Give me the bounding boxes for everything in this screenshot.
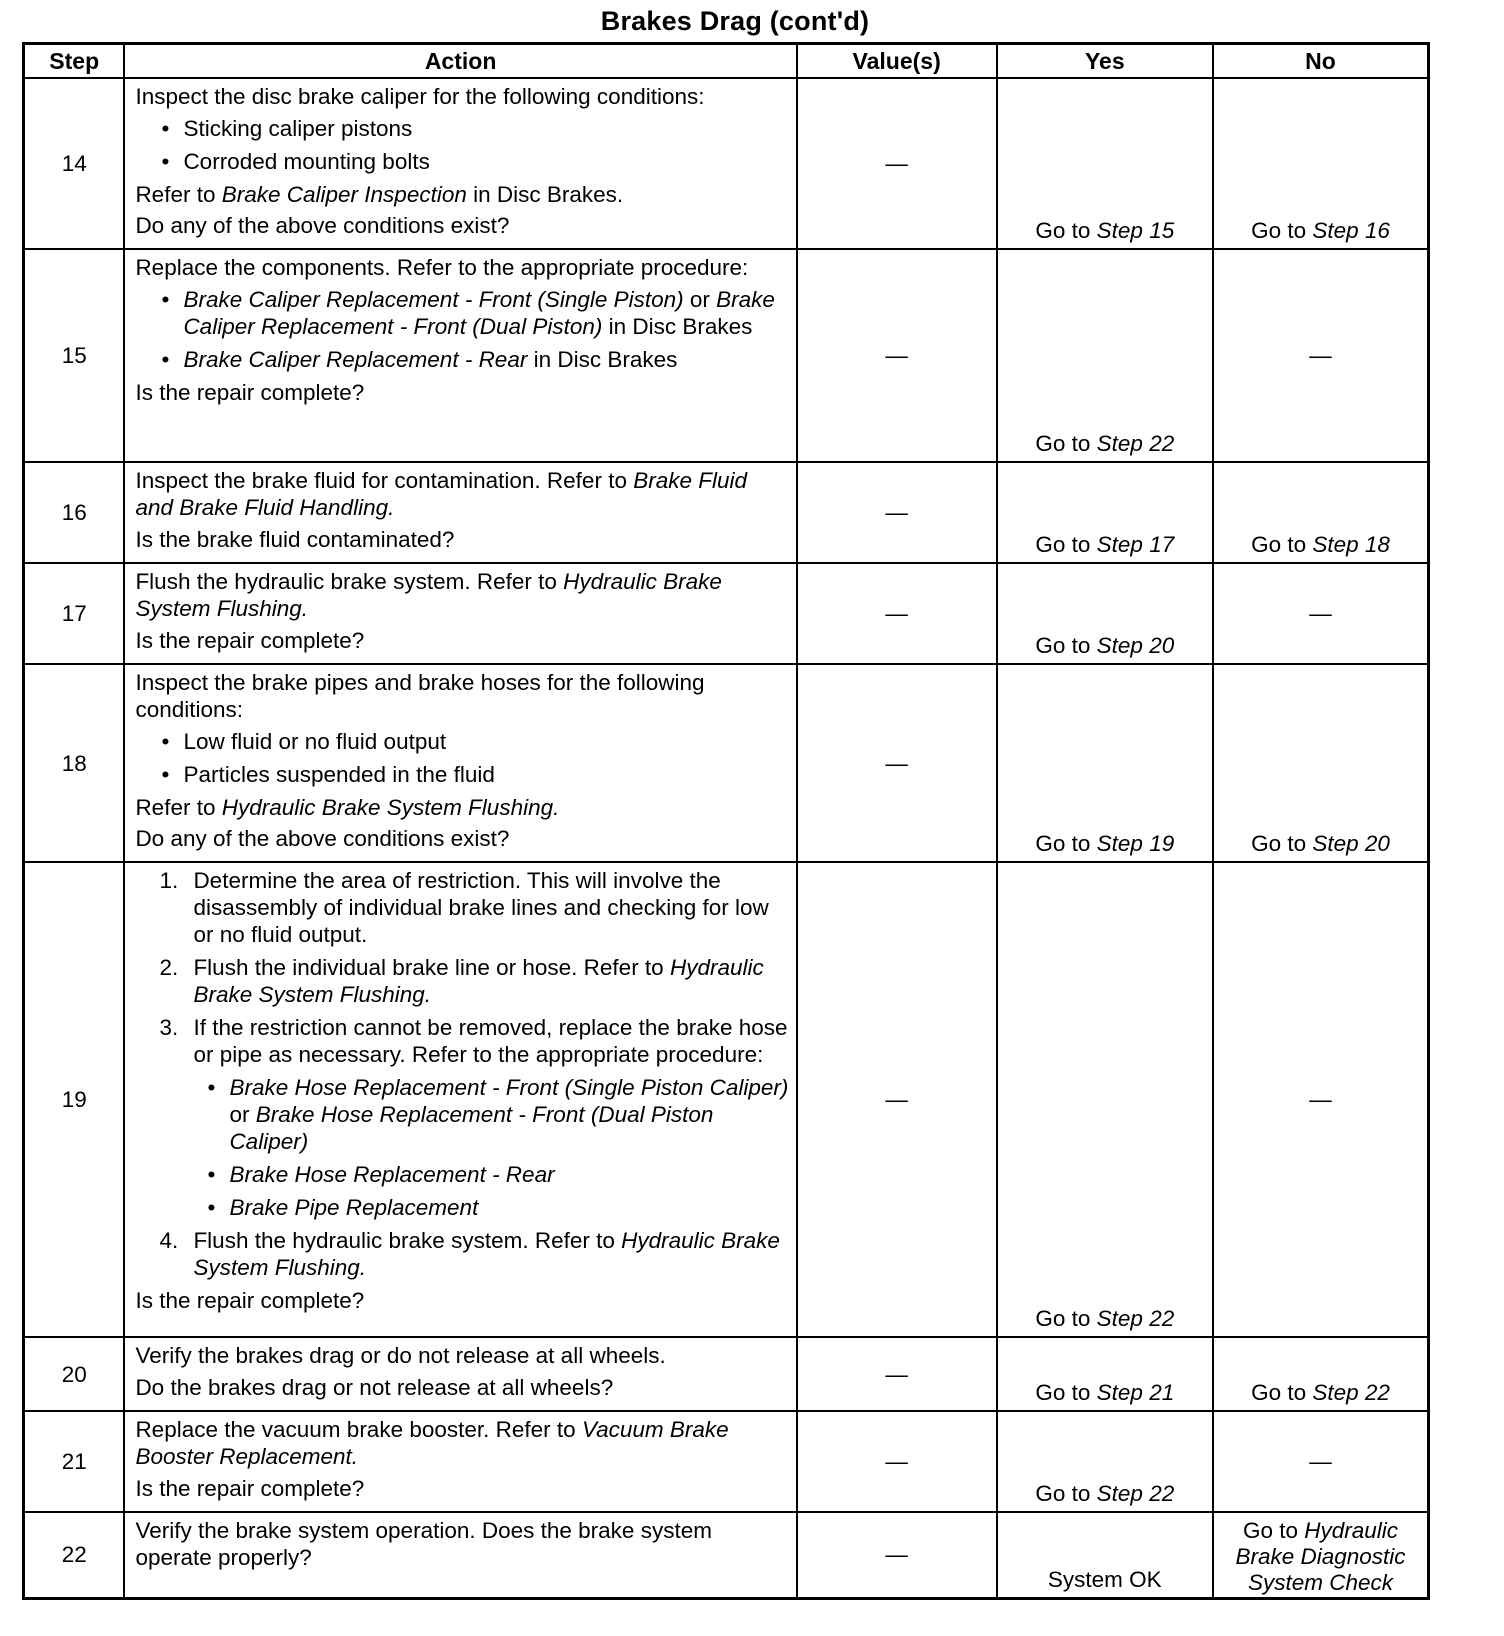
yes-cell: Go to Step 21 — [997, 1337, 1213, 1411]
action-intro: Replace the components. Refer to the appropriate procedure: — [135, 255, 749, 280]
step-number: 16 — [24, 462, 125, 563]
action-intro: Inspect the brake pipes and brake hoses for the following conditions: — [135, 670, 705, 722]
action-intro: Inspect the brake fluid for contamination. Refer to Brake Fluid and Brake Fluid Handling. — [135, 468, 748, 520]
no-cell: — — [1213, 249, 1428, 462]
action-question: Is the repair complete? — [135, 1476, 365, 1501]
reference-link[interactable]: Hydraulic Brake System Flushing. — [135, 569, 722, 621]
action-question: Do any of the above conditions exist? — [135, 826, 510, 851]
reference-link[interactable]: Brake Caliper Inspection — [221, 182, 467, 207]
step-number: 18 — [24, 664, 125, 862]
yes-cell: Go to Step 22 — [997, 862, 1213, 1337]
reference-link[interactable]: Hydraulic Brake System Flushing. — [193, 955, 764, 1007]
step-link[interactable]: Step 20 — [1096, 633, 1175, 658]
reference-link[interactable]: Brake Fluid and Brake Fluid Handling. — [135, 468, 748, 520]
procedure-link[interactable]: Brake Caliper Replacement - Front (Dual Piston) — [183, 287, 775, 339]
action-question: Is the brake fluid contaminated? — [135, 527, 455, 552]
action-cell — [124, 664, 796, 862]
procedure-link[interactable]: Brake Hose Replacement - Rear — [229, 1162, 555, 1187]
reference-link[interactable]: Hydraulic Brake System Flushing. — [221, 795, 560, 820]
action-cell — [124, 462, 796, 563]
list-item: • Brake Caliper Replacement - Rear in Disc Brakes — [135, 346, 789, 373]
yes-cell: Go to Step 17 — [997, 462, 1213, 563]
step-number: 14 — [24, 78, 125, 249]
action-intro: Flush the hydraulic brake system. Refer to Hydraulic Brake System Flushing. — [135, 569, 722, 621]
action-intro: Verify the brakes drag or do not release at all wheels. — [135, 1343, 666, 1368]
action-cell — [124, 1512, 796, 1598]
value-cell: — — [797, 862, 997, 1337]
no-cell: Go to Step 16 — [1213, 78, 1428, 249]
action-cell — [124, 563, 796, 664]
header-value: Value(s) — [797, 44, 997, 79]
procedure-link[interactable]: Brake Hose Replacement - Front (Dual Piston Caliper) — [229, 1102, 714, 1154]
table-row-step-17 — [24, 563, 1429, 664]
action-cell — [124, 1411, 796, 1512]
condition-list — [135, 115, 789, 175]
no-cell: — — [1213, 1411, 1428, 1512]
header-step: Step — [24, 44, 125, 79]
step-number: 15 — [24, 249, 125, 462]
step-link[interactable]: Step 22 — [1096, 1306, 1175, 1331]
value-cell: — — [797, 664, 997, 862]
table-row-step-21 — [24, 1411, 1429, 1512]
yes-cell: Go to Step 15 — [997, 78, 1213, 249]
header-action: Action — [124, 44, 796, 79]
list-item: • Low fluid or no fluid output — [135, 728, 789, 755]
yes-cell: System OK — [997, 1512, 1213, 1598]
step-link[interactable]: Step 18 — [1312, 532, 1390, 557]
action-intro: Verify the brake system operation. Does the brake system operate properly? — [135, 1518, 712, 1570]
header-no: No — [1213, 44, 1428, 79]
step-number: 21 — [24, 1411, 125, 1512]
step-link[interactable]: Step 22 — [1096, 1481, 1175, 1506]
procedure-link[interactable]: Brake Caliper Replacement - Front (Single Piston) — [183, 287, 684, 312]
action-cell — [124, 862, 796, 1337]
step-link[interactable]: Step 22 — [1312, 1380, 1390, 1405]
step-link[interactable]: Step 19 — [1096, 831, 1175, 856]
action-question: Is the repair complete? — [135, 380, 365, 405]
procedure-link[interactable]: Brake Pipe Replacement — [229, 1195, 479, 1220]
list-item: 2. Flush the individual brake line or hose. Refer to Hydraulic Brake System Flushing. — [159, 955, 764, 1007]
action-cell — [124, 249, 796, 462]
yes-cell: Go to Step 19 — [997, 664, 1213, 862]
reference-link[interactable]: Hydraulic Brake System Flushing. — [193, 1228, 780, 1280]
action-question: Is the repair complete? — [135, 628, 365, 653]
list-item: • Particles suspended in the fluid — [135, 761, 789, 788]
table-row-step-14 — [24, 78, 1429, 249]
action-question: Do the brakes drag or not release at all wheels? — [135, 1375, 614, 1400]
list-item: • Brake Caliper Replacement - Front (Single Piston) or Brake Caliper Replacement - Front (Dual Piston) in Disc Brakes — [135, 286, 789, 340]
list-item — [193, 1161, 789, 1188]
no-cell: Go to Step 18 — [1213, 462, 1428, 563]
yes-cell: Go to Step 22 — [997, 1411, 1213, 1512]
value-cell: — — [797, 1337, 997, 1411]
procedure-steps — [135, 867, 789, 1281]
no-cell: Go to Step 22 — [1213, 1337, 1428, 1411]
procedure-sublist — [193, 1074, 789, 1221]
table-row-step-18 — [24, 664, 1429, 862]
procedure-list — [135, 286, 789, 373]
value-cell: — — [797, 1411, 997, 1512]
list-item: • Brake Hose Replacement - Front (Single Piston Caliper) or Brake Hose Replacement - Front (Dual Piston Caliper) — [193, 1074, 789, 1155]
no-cell: — — [1213, 563, 1428, 664]
list-item: 1. Determine the area of restriction. This will involve the disassembly of individual brake lines and checking for low or no fluid output. — [159, 868, 769, 947]
action-intro: Inspect the disc brake caliper for the following conditions: — [135, 84, 705, 109]
table-row-step-20 — [24, 1337, 1429, 1411]
yes-cell: Go to Step 22 — [997, 249, 1213, 462]
step-link[interactable]: Step 16 — [1312, 218, 1390, 243]
procedure-link[interactable]: Brake Hose Replacement - Front (Single Piston Caliper) — [229, 1075, 789, 1100]
action-question: Do any of the above conditions exist? — [135, 213, 510, 238]
step-link[interactable]: Step 21 — [1096, 1380, 1175, 1405]
action-question: Is the repair complete? — [135, 1288, 365, 1313]
table-row-step-22 — [24, 1512, 1429, 1598]
procedure-link[interactable]: Hydraulic Brake Diagnostic System Check — [1235, 1517, 1406, 1595]
step-number: 19 — [24, 862, 125, 1337]
yes-cell: Go to Step 20 — [997, 563, 1213, 664]
action-reference: Refer to Brake Caliper Inspection in Disc Brakes. — [135, 182, 624, 207]
action-reference: Refer to Hydraulic Brake System Flushing. — [135, 795, 560, 820]
step-number: 17 — [24, 563, 125, 664]
value-cell: — — [797, 563, 997, 664]
value-cell: — — [797, 462, 997, 563]
action-cell — [124, 78, 796, 249]
step-link[interactable]: Step 22 — [1096, 431, 1175, 456]
table-header-row — [24, 44, 1429, 79]
step-link[interactable]: Step 17 — [1096, 532, 1175, 557]
table-row-step-16 — [24, 462, 1429, 563]
table-row-step-19 — [24, 862, 1429, 1337]
value-cell: — — [797, 78, 997, 249]
no-cell: — — [1213, 862, 1428, 1337]
action-cell — [124, 1337, 796, 1411]
diagnostic-table — [22, 42, 1430, 1600]
procedure-link[interactable]: Brake Caliper Replacement - Rear — [183, 347, 528, 372]
reference-link[interactable]: Vacuum Brake Booster Replacement. — [135, 1417, 729, 1469]
step-link[interactable]: Step 15 — [1096, 218, 1175, 243]
step-number: 20 — [24, 1337, 125, 1411]
page-title: Brakes Drag (cont'd) — [600, 6, 870, 36]
condition-list — [135, 728, 789, 788]
step-link[interactable]: Step 20 — [1312, 831, 1390, 856]
list-item: 3. If the restriction cannot be removed, replace the brake hose or pipe as necessary. Refer to the appropriate procedure: • Brake Hose Replacement - Front (Single Piston Caliper) or Brake Hose Replacement - Front (Dual Piston Caliper) • Brake Hose Replacement - Rear • Brake Pipe Replacement — [135, 1014, 789, 1221]
list-item: 4. Flush the hydraulic brake system. Refer to Hydraulic Brake System Flushing. — [159, 1228, 780, 1280]
list-item: • Sticking caliper pistons — [135, 115, 789, 142]
value-cell: — — [797, 1512, 997, 1598]
no-cell: Go to Step 20 — [1213, 664, 1428, 862]
step-number: 22 — [24, 1512, 125, 1598]
header-yes: Yes — [997, 44, 1213, 79]
list-item: • Corroded mounting bolts — [135, 148, 789, 175]
list-item — [193, 1194, 789, 1221]
action-intro: Replace the vacuum brake booster. Refer to Vacuum Brake Booster Replacement. — [135, 1417, 729, 1469]
table-row-step-15 — [24, 249, 1429, 462]
no-cell: Go to Hydraulic Brake Diagnostic System Check — [1213, 1512, 1428, 1598]
value-cell: — — [797, 249, 997, 462]
